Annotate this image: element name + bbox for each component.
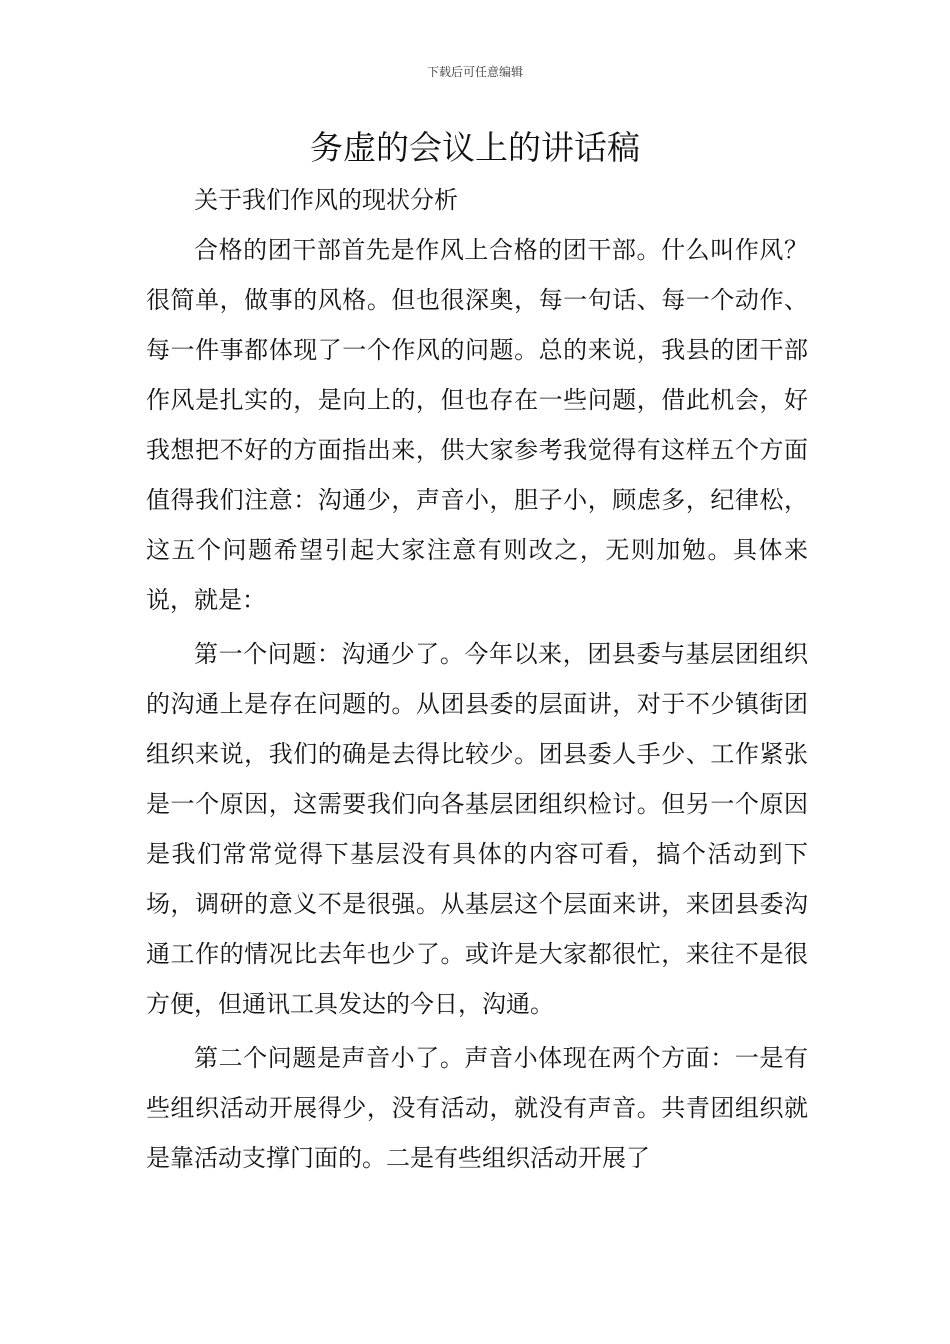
document-body (146, 175, 808, 1183)
document-title: 务虚的会议上的讲话稿 (310, 128, 640, 167)
paragraph-1: 合格的团干部首先是作风上合格的团干部。什么叫作风？很简单，做事的风格。但也很深奥，每一句话、每一个动作、每一件事都体现了一个作风的问题。总的来说，我县的团干部作风是扎实的，是向上的，但也存在一些问题，借此机会，好我想把不好的方面指出来，供大家参考我觉得有这样五个方面值得我们注意：沟通少，声音小，胆子小，顾虑多，纪律松，这五个问题希望引起大家注意有则改之，无则加勉。具体来说，就是： (146, 236, 808, 614)
page-header-note: 下载后可任意编辑 (426, 65, 523, 79)
section-subheading: 关于我们作风的现状分析 (194, 186, 458, 214)
paragraph-3: 第二个问题是声音小了。声音小体现在两个方面：一是有些组织活动开展得少，没有活动，就没有声音。共青团组织就是靠活动支撑门面的。二是有些组织活动开展了 (146, 1044, 808, 1172)
paragraph-2: 第一个问题：沟通少了。今年以来，团县委与基层团组织的沟通上是存在问题的。从团县委的层面讲，对于不少镇街团组织来说，我们的确是去得比较少。团县委人手少、工作紧张是一个原因，这需要我们向各基层团组织检讨。但另一个原因是我们常常觉得下基层没有具体的内容可看，搞个活动到下场，调研的意义不是很强。从基层这个层面来讲，来团县委沟通工作的情况比去年也少了。或许是大家都很忙，来往不是很方便，但通讯工具发达的今日，沟通。 (146, 640, 808, 1018)
